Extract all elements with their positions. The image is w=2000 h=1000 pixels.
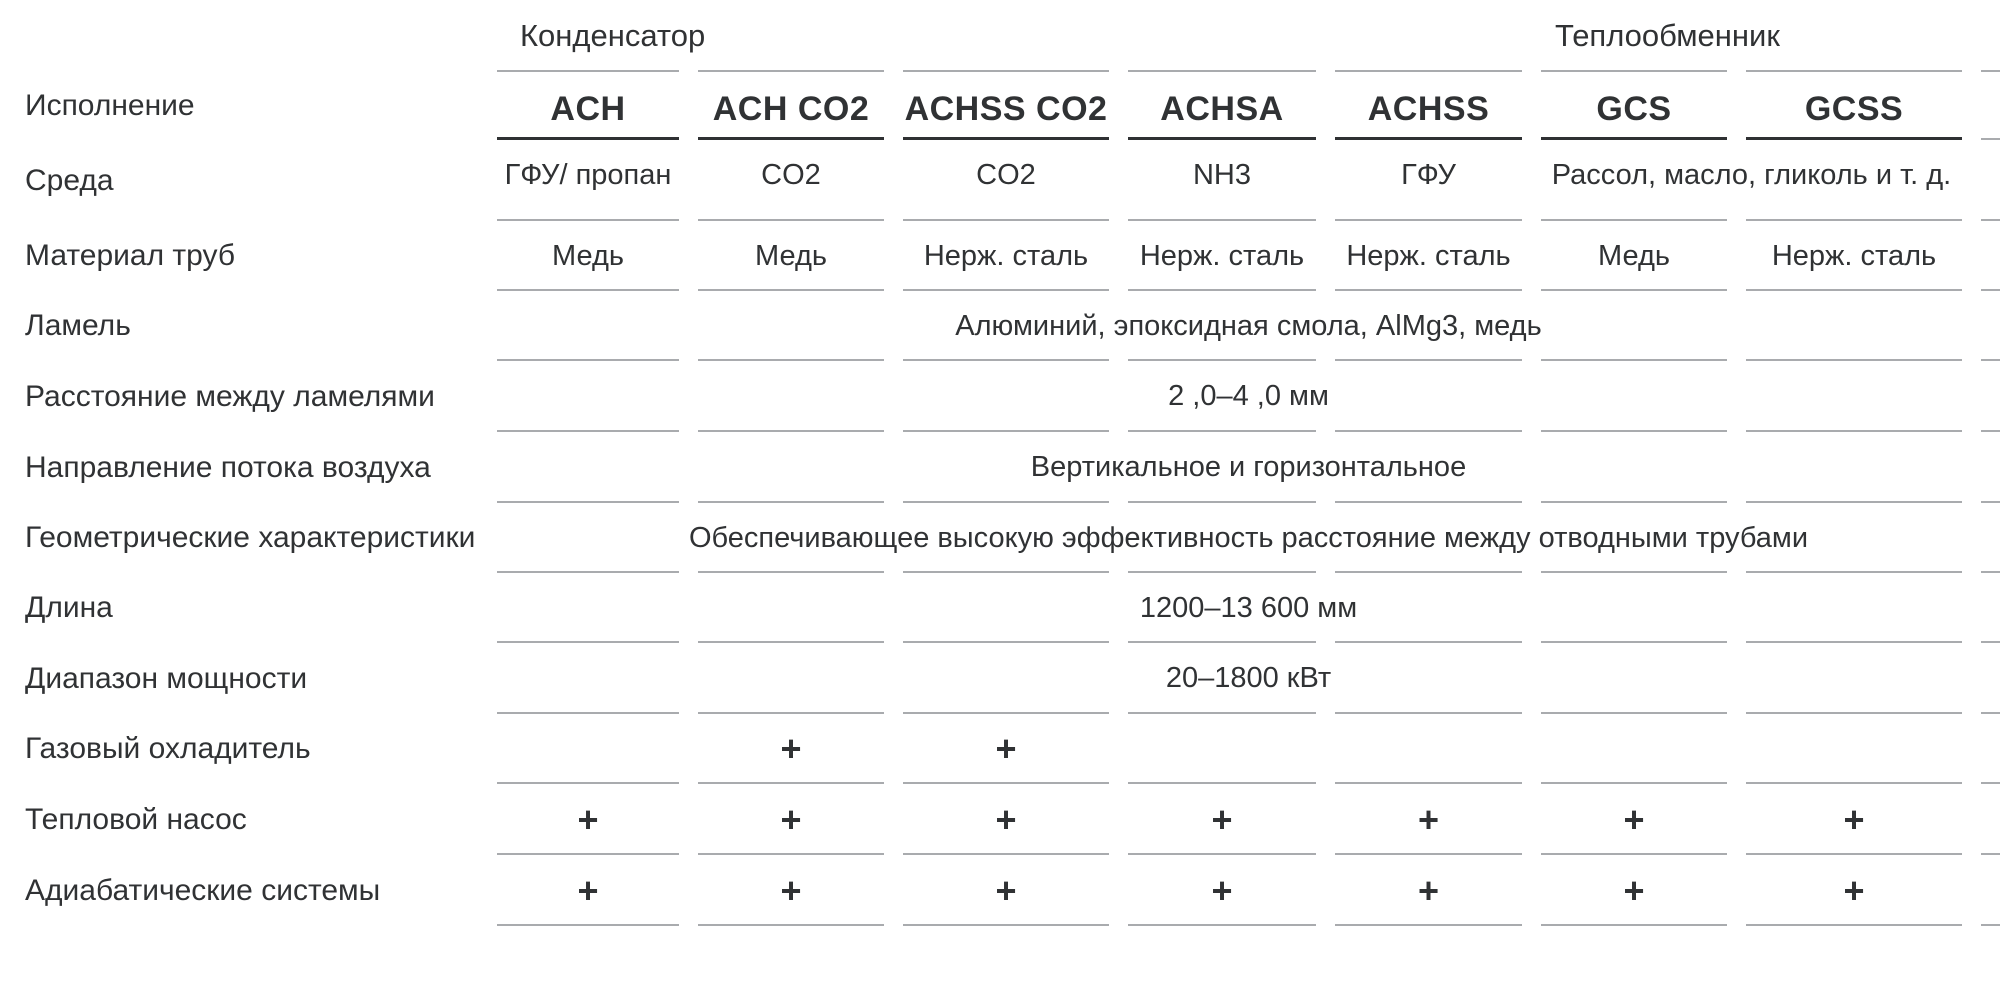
cell-heat-pump: + [497,784,679,855]
cell-heat-pump: + [1335,784,1522,855]
cell-adiabatic: + [1746,855,1962,926]
cell-medium-span: Рассол, масло, гликоль и т. д. [1551,159,1952,191]
cell-medium: ГФУ/ пропан [497,140,679,221]
cell-heat-pump: + [1128,784,1316,855]
cell-adiabatic: + [1335,855,1522,926]
cell-length-span: 1200–13 600 мм [1139,591,1358,624]
model-header-gcs: GCS [1541,72,1727,140]
row-label-version: Исполнение [25,89,195,122]
row-label-tube-material: Материал труб [25,239,236,272]
border-segment [1981,714,2000,784]
cell-adiabatic: + [1541,855,1727,926]
model-header-achss-co2: ACHSS CO2 [903,72,1109,140]
border-segment [1981,855,2000,926]
row-label-airflow: Направление потока воздуха [25,450,431,484]
model-header-achsa: ACHSA [1128,72,1316,140]
cell-tube-material: Медь [1541,221,1727,291]
cell-tube-material: Медь [698,221,884,291]
row-label-length: Длина [25,591,113,624]
cell-adiabatic: + [1128,855,1316,926]
border-segment [1981,784,2000,855]
cell-gas-cooler: + [698,714,884,784]
cell-gas-cooler: + [903,714,1109,784]
cell-medium: NH3 [1128,140,1316,221]
cell-gas-cooler [1541,714,1727,784]
model-header-gcss: GCSS [1746,72,1962,140]
cell-gas-cooler [1128,714,1316,784]
model-header-ach-co2: ACH CO2 [698,72,884,140]
row-label-geometry: Геометрические характеристики [25,521,476,554]
cell-tube-material: Нерж. сталь [1335,221,1522,291]
cell-heat-pump: + [1746,784,1962,855]
corner-spacer [0,0,478,72]
cell-airflow-span: Вертикальное и горизонтальное [1030,451,1467,483]
cell-gas-cooler [497,714,679,784]
model-header-achss: ACHSS [1335,72,1522,140]
cell-fin-spacing-span: 2 ,0–4 ,0 мм [1168,380,1329,412]
row-label-adiabatic: Адиабатические системы [25,873,381,907]
cell-tube-material: Медь [497,221,679,291]
cell-heat-pump: + [903,784,1109,855]
group-header-condenser: Конденсатор [520,18,706,53]
group-header-heat-exchanger: Теплообменник [1555,18,1780,53]
row-label-gas-cooler: Газовый охладитель [25,732,311,765]
cell-tube-material: Нерж. сталь [1128,221,1316,291]
cell-geometry-span: Обеспечивающее высокую эффективность расстояние между отводными трубами [688,521,1809,554]
cell-fin-span: Алюминий, эпоксидная смола, AlMg3, медь [955,309,1542,342]
cell-adiabatic: + [903,855,1109,926]
cell-medium: ГФУ [1335,140,1522,221]
border-segment [1981,221,2000,291]
cell-tube-material: Нерж. сталь [903,221,1109,291]
cell-gas-cooler [1335,714,1522,784]
cell-power-range-span: 20–1800 кВт [1165,662,1332,694]
border-segment [1981,72,2000,140]
row-label-medium: Среда [25,163,114,197]
cell-heat-pump: + [698,784,884,855]
cell-adiabatic: + [698,855,884,926]
cell-gas-cooler [1746,714,1962,784]
cell-medium: CO2 [903,140,1109,221]
cell-tube-material: Нерж. сталь [1746,221,1962,291]
cell-adiabatic: + [497,855,679,926]
row-label-power-range: Диапазон мощности [25,661,308,695]
cell-heat-pump: + [1541,784,1727,855]
model-header-ach: ACH [497,72,679,140]
row-label-heat-pump: Тепловой насос [25,802,247,836]
cell-medium: CO2 [698,140,884,221]
row-label-fin-spacing: Расстояние между ламелями [25,379,435,413]
border-segment [1981,140,2000,221]
row-label-fin: Ламель [25,309,131,342]
